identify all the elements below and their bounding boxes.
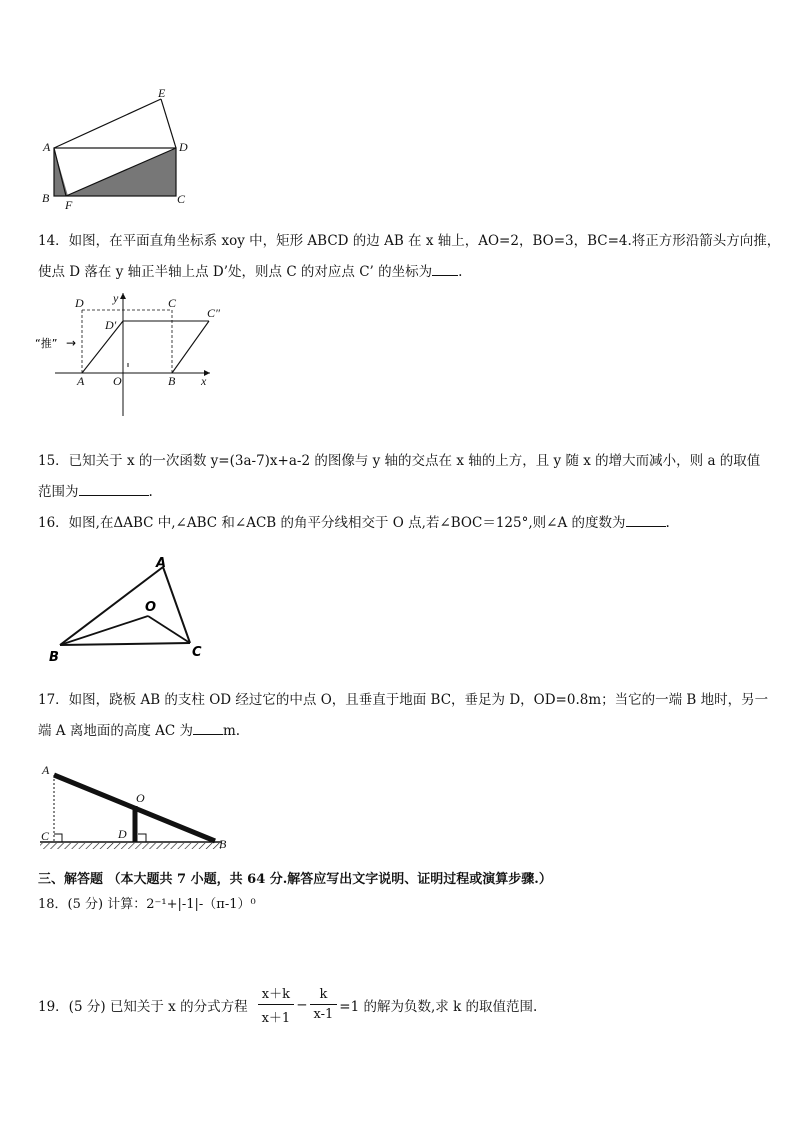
label-D: D [179,140,188,154]
label-A: A [77,374,85,388]
q14-answer-blank[interactable] [432,274,458,276]
label-B: B [219,837,227,851]
label-C: C [192,645,202,660]
label-C: C [177,192,186,206]
label-A: A [42,763,50,777]
q19-frac2-numerator: k [310,987,338,1005]
label-C: C [168,296,177,310]
figure-q16 [40,553,220,668]
label-C-prime: C″ [207,306,221,320]
q16-end: . [665,515,670,531]
q17-end: m. [223,723,241,739]
figure-q14 [35,288,235,420]
q18-line: 18．(5 分) 计算：2⁻¹+|-1|-（π-1）⁰ [38,897,256,912]
label-A: A [43,140,51,154]
q19-frac1-denominator: x＋1 [261,1011,291,1026]
q15-end: . [148,484,153,500]
label-B: B [42,191,50,205]
label-B: B [49,650,59,665]
q16-answer-blank[interactable] [626,525,666,527]
label-F: F [65,198,73,212]
label-C: C [41,829,50,843]
q19-frac2-denominator: x-1 [313,1007,334,1022]
q17-line1: 17．如图，跷板 AB 的支柱 OD 经过它的中点 O，且垂直于地面 BC，垂足为 D，OD=0.8m；当它的一端 B 地时，另一 [38,692,769,708]
label-y: y [113,291,119,305]
q14-text: 使点 D 落在 y 轴正半轴上点 D’处，则点 C 的对应点 C’ 的坐标为 [38,264,433,280]
q15-text: 范围为 [38,484,79,500]
q14-line2 [38,260,462,280]
figure-q13 [35,85,225,215]
label-D: D [118,827,127,841]
q19-prefix: 19．(5 分) 已知关于 x 的分式方程 [38,998,248,1015]
q19-frac1-numerator: x＋k [258,983,295,1005]
push-label: “推” [35,337,58,350]
q19-line [38,983,537,1026]
label-A: A [156,556,167,571]
push-arrow-icon: → [66,336,77,350]
q16-text: 16．如图,在ΔABC 中,∠ABC 和∠ACB 的角平分线相交于 O 点,若∠BOC＝125°,则∠A 的度数为 [38,515,626,531]
q19-minus: − [296,996,308,1013]
q15-line1: 15．已知关于 x 的一次函数 y=(3a-7)x+a-2 的图像与 y 轴的交点在 x 轴的上方，且 y 随 x 的增大而减小，则 a 的取值 [38,453,761,469]
q15-answer-blank[interactable] [79,494,149,496]
label-O: O [145,600,157,615]
q19-suffix: =1 的解为负数,求 k 的取值范围. [339,998,538,1015]
label-O: O [113,374,122,388]
label-B: B [168,374,176,388]
q19-fraction-1 [258,983,295,1026]
q17-text: 端 A 离地面的高度 AC 为 [38,723,193,739]
section3-heading: 三、解答题 （本大题共 7 小题，共 64 分.解答应写出文字说明、证明过程或演算步骤.） [38,872,552,887]
label-E: E [158,86,166,100]
q17-line2 [38,719,240,739]
q14-end: . [458,264,463,280]
label-O: O [136,791,145,805]
q14-line1: 14．如图，在平面直角坐标系 xoy 中，矩形 ABCD 的边 AB 在 x 轴上，AO=2，BO=3，BC=4.将正方形沿箭头方向推， [38,233,781,249]
label-D-prime: D′ [105,318,117,332]
q17-answer-blank[interactable] [193,733,223,735]
q19-fraction-2 [310,987,338,1022]
label-x: x [201,374,207,388]
q15-line2 [38,480,153,500]
figure-q17 [35,758,235,854]
q16-line [38,511,670,531]
label-D: D [75,296,84,310]
